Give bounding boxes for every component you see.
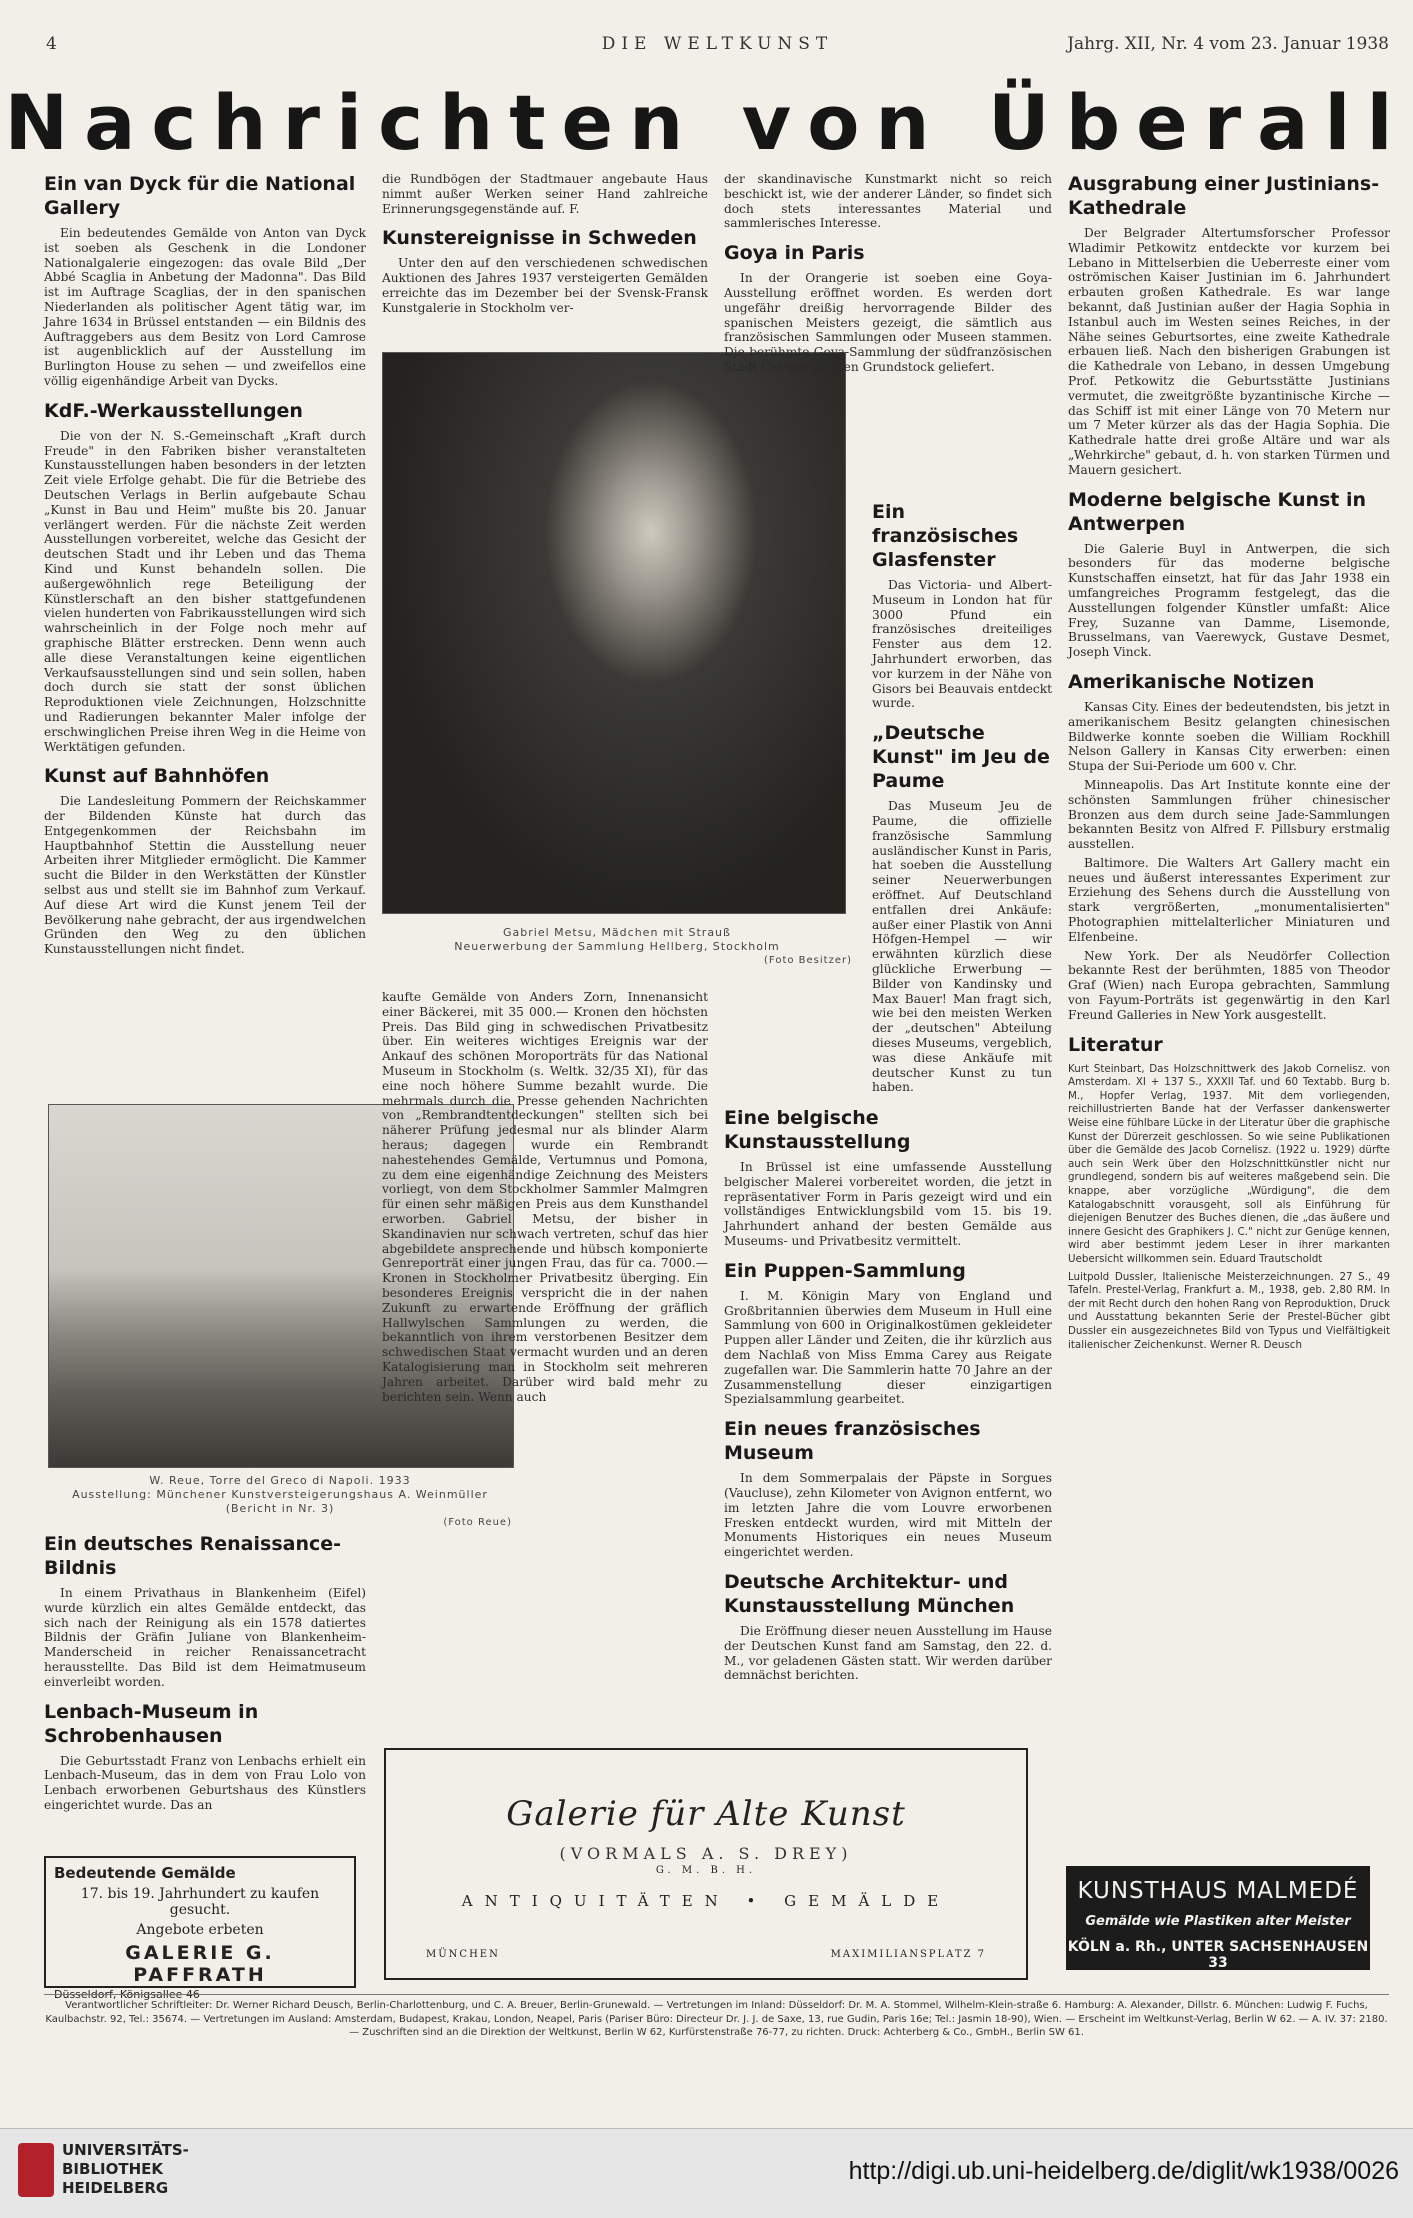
library-name: UNIVERSITÄTS- BIBLIOTHEK HEIDELBERG bbox=[62, 2141, 189, 2197]
digitization-footer bbox=[0, 2128, 1413, 2218]
ad-kunsthaus-malmede: KUNSTHAUS MALMEDÉ Gemälde wie Plastiken alter Meister KÖLN a. Rh., UNTER SACHSENHAUSEN 33 bbox=[1066, 1866, 1370, 1970]
article-heading: Amerikanische Notizen bbox=[1068, 670, 1315, 693]
article-text: Die Geburtsstadt Franz von Lenbachs erhielt ein Lenbach-Museum, das in dem von Frau Lolo von Lenbach erworbenen Geburtshaus des Künstlers eingerichtet wurde. Das an bbox=[44, 1753, 366, 1812]
article-text: Die von der N. S.-Gemeinschaft „Kraft durch Freude" in den Fabriken bisher veranstalteten Kunstausstellungen haben besonders in der letzten Zeit viele Erfolge gehabt. Die für die Betriebe des Deutschen Verlags in Berlin aufgebaute Schau „Kunst in Bau und Heim" mußte bis 20. Januar verlängert werden. Für die nächste Zeit werden Ausstellungen vorbereitet, welche das Gesicht der deutschen Stadt und ihr Leben und das Thema Kind und Kunst behandeln sollen. Die außergewöhnlich rege Beteiligung der Künstlerschaft an den bisher stattgefundenen vielen hunderten von Fabrikausstellungen wird sich wahrscheinlich in der Folge noch mehr auf graphische Blätter erstrecken. Denn wenn auch alle diese Veranstaltungen keine eigentlichen Verkaufsausstellungen sind und sein sollen, haben doch durch sie statt der sonst üblichen Reproduktionen viele Zeichnungen, Holzschnitte und Radierungen bekannter Maler infolge der erschwinglichen Preise ihren Weg in die Heime von Werktätigen gefunden. bbox=[44, 428, 366, 754]
article-text: Das Museum Jeu de Paume, die offizielle französische Sammlung ausländischer Kunst in Paris, hat soeben die Ausstellung seiner Neuerwerbungen eröffnet. Auf Deutschland entfallen drei Ankäufe: außer einer Plastik von Anni Höfgen-Hempel — wir erwähnten kürzlich diese glückliche Erwerbung — Bilder von Kandinsky und Max Bauer! Man fragt sich, wie bei den meisten Werken der „deutschen" Abteilung dieses Museums, vergeblich, was diese Ankäufe mit deutscher Kunst zu tun haben. bbox=[872, 799, 1052, 1095]
page-number: 4 bbox=[46, 34, 57, 54]
article-heading: KdF.-Werkausstellungen bbox=[44, 399, 303, 422]
article-text: Das Victoria- und Albert-Museum in London hat für 3000 Pfund ein französisches dreiteiliges Fenster aus dem 12. Jahrhundert erworben, das vor kurzem in der Nähe von Gisors bei Beauvais entdeckt wurde. bbox=[872, 578, 1052, 711]
article-heading: Moderne belgische Kunst in Antwerpen bbox=[1068, 488, 1367, 535]
article-heading: Ein van Dyck für die National Gallery bbox=[44, 173, 356, 219]
article-text: Der Belgrader Altertumsforscher Professor Wladimir Petkowitz entdeckte vor kurzem bei Lebano in Mittelserbien die Ueberreste einer vom oströmischen Kaiser Justinian im 6. Jahrhundert erbauten großen Kathedrale. Es war lange bekannt, daß Justinian außer der Hagia Sophia in Istanbul auch im Westen seines Reiches, in der Nähe seines Geburtsortes, eine zweite Kathedrale erbauen ließ. Nach den bisherigen Grabungen ist die Kathedrale von Lebano, in dessen Umgebung Prof. Petkowitz die Geburtsstätte Justinians vermutet, die zweitgrößte byzantinische Kirche — das Schiff ist mit einer Länge von 70 Metern nur um 7 Meter kürzer als das der Hagia Sophia. Die Kathedrale hatte drei große Altäre und war als „Wehrkirche" gebaut, d. h. von starken Türmen und Mauern gesichert. bbox=[1068, 226, 1390, 477]
article-text: Unter den auf den verschiedenen schwedischen Auktionen des Jahres 1937 versteigerten Gemälden erreichte das im Dezember bei der Svensk-Fransk Kunstgalerie in Stockholm ver- bbox=[382, 256, 708, 315]
source-url-link[interactable]: http://digi.ub.uni-heidelberg.de/diglit/wk1938/0026 bbox=[848, 2157, 1399, 2185]
figure-caption: Gabriel Metsu, Mädchen mit Strauß Neuerwerbung der Sammlung Hellberg, Stockholm (Foto Besitzer) bbox=[454, 926, 852, 966]
article-text: Minneapolis. Das Art Institute konnte eine der schönsten Sammlungen früher chinesischer Bronzen aus dem durch seine Jade-Sammlungen bekannten Besitz von Alfred F. Pillsbury erstmalig ausstellen. bbox=[1068, 777, 1390, 852]
university-logo-icon bbox=[18, 2143, 54, 2197]
column-1-lower bbox=[44, 1532, 366, 1817]
article-text: In der Orangerie ist soeben eine Goya-Ausstellung eröffnet worden. Es werden dort ungefähr dreißig hervorragende Bilder des spanischen Meisters gezeigt, die sämtlich aus französischen Sammlungen oder Museen stammen. Die berühmte Goya-Sammlung der südfranzösischen Stadt Castres hat den Grundstock geliefert. bbox=[724, 271, 1052, 374]
article-heading: Ein französisches Glasfenster bbox=[872, 501, 1019, 571]
column-2 bbox=[382, 172, 708, 320]
literature-review: Luitpold Dussler, Italienische Meisterzeichnungen. 27 S., 49 Tafeln. Prestel-Verlag, Frankfurt a. M., 1938, geb. 2,80 RM. In der mit Recht durch den hohen Rang von Reproduktion, Druck und Ausstattung bekannten Serie der Prestel-Bücher gibt Dussler ein ausgezeichnetes Bild von Typus und Vielfältigkeit italienischer Zeichenkunst. Werner R. Deusch bbox=[1068, 1270, 1390, 1351]
figure-caption: W. Reue, Torre del Greco di Napoli. 1933 Ausstellung: Münchener Kunstversteigerungshaus A. Weinmüller (Bericht in Nr. 3) (Foto Reue) bbox=[72, 1474, 512, 1528]
article-heading: „Deutsche Kunst" im Jeu de Paume bbox=[872, 722, 1050, 793]
running-title: DIE WELTKUNST bbox=[601, 34, 834, 54]
column-2-lower bbox=[382, 990, 708, 1408]
page-header bbox=[46, 34, 1389, 58]
article-text: Baltimore. Die Walters Art Gallery macht ein neues und äußerst interessantes Experiment zur Erziehung des Sehens durch die Ausstellung von stark vergrößerten, „monumentalisierten" Photographien mittelalterlicher Miniaturen und Elfenbeine. bbox=[1068, 855, 1390, 944]
article-heading: Ein neues französisches Museum bbox=[724, 1418, 981, 1465]
article-heading: Lenbach-Museum in Schrobenhausen bbox=[44, 1700, 259, 1747]
article-text: Die Landesleitung Pommern der Reichskammer der Bildenden Künste hat durch das Entgegenkommen der Reichsbahn im Hauptbahnhof Stettin die Ausstellung neuer Arbeiten ihrer Mitglieder ermöglicht. Die Kammer sucht die Bilder in den Werkstätten der Künstler selbst aus und stellt sie im Bahnhof zum Verkauf. Auf diese Art wird die Kunst jenem Teil der Bevölkerung nahe gebracht, der aus irgendwelchen Gründen den Weg zu den üblichen Kunstausstellungen nicht findet. bbox=[44, 794, 366, 957]
article-text: In dem Sommerpalais der Päpste in Sorgues (Vaucluse), zehn Kilometer von Avignon entfernt, wo im letzten Jahre die vom Louvre erworbenen Fresken entdeckt wurden, wird mit Mitteln der Monuments Historiques ein neues Museum eingerichtet werden. bbox=[724, 1471, 1052, 1560]
main-title: Nachrichten von Überall bbox=[4, 78, 1409, 167]
article-heading: Ausgrabung einer Justinians-Kathedrale bbox=[1068, 173, 1380, 219]
literature-review: Kurt Steinbart, Das Holzschnittwerk des Jakob Cornelisz. von Amsterdam. XI + 137 S., XXXII Taf. und 60 Textabb. Burg b. M., Hopfer Verlag, 1937. Mit dem vorliegenden, reichillustrierten Bande hat der Verfasser dankenswerter Weise eine fühlbare Lücke in der Literatur über die graphische Kunst der Dürerzeit geschlossen. So wie seine Publikationen über die Gemälde des Jacob Cornelisz. (1922 u. 1929) dürfte auch sein Werk über den Holzschnittkünstler nicht nur grundlegend, sondern bis auf weiteres maßgebend sein. Die knappe, aber vorzügliche „Würdigung", die dem Katalogabschnitt vorausgeht, soll als Einführung für diejenigen Benutzer des Buches dienen, die „das äußere und innere Gesicht des Graphikers J. C." nicht zur Genüge kennen, wird aber bestimmt jedem Leser in ihrer markanten Uebersicht willkommen sein. Eduard Trautscholdt bbox=[1068, 1062, 1390, 1265]
article-text: der skandinavische Kunstmarkt nicht so reich beschickt ist, wie der anderer Länder, so findet sich doch stets interessantes Material und sammlerisches Interesse. bbox=[724, 172, 1052, 231]
article-heading: Ein deutsches Renaissance-Bildnis bbox=[44, 1533, 342, 1579]
article-text: die Rundbögen der Stadtmauer angebaute Haus nimmt außer Werken seiner Hand zahlreiche Erinnerungsgegenstände auf. F. bbox=[382, 172, 708, 216]
painting-metsu-girl-with-bouquet bbox=[382, 352, 846, 914]
article-heading: Goya in Paris bbox=[724, 242, 865, 265]
article-heading: Ein Puppen-Sammlung bbox=[724, 1259, 966, 1282]
article-text: New York. Der als Neudörfer Collection bekannte Rest der berühmten, 1885 von Theodor Graf (Wien) nach Europa gebrachten, Sammlung von Fayum-Porträts ist gegenwärtig in den Karl Freund Galleries in New York ausgestellt. bbox=[1068, 948, 1390, 1022]
column-3-narrow bbox=[872, 490, 1052, 1099]
article-heading: Kunst auf Bahnhöfen bbox=[44, 765, 270, 788]
ad-galerie-paffrath: Bedeutende Gemälde 17. bis 19. Jahrhundert zu kaufen gesucht. Angebote erbeten GALERIE G. PAFFRATH Düsseldorf, Königsallee 46 bbox=[44, 1856, 356, 1988]
column-3-lower bbox=[724, 1106, 1052, 1687]
issue-date: Jahrg. XII, Nr. 4 vom 23. Januar 1938 bbox=[1067, 34, 1389, 54]
article-text: In einem Privathaus in Blankenheim (Eifel) wurde kürzlich ein altes Gemälde entdeckt, das sich nach der Reinigung als ein 1578 datiertes Bildnis der Gräfin Juliane von Blankenheim-Manderscheid in reicher Renaissancetracht herausstellte. Das Bild ist dem Heimatmuseum einverleibt worden. bbox=[44, 1586, 366, 1689]
ad-galerie-alte-kunst: Galerie für Alte Kunst (VORMALS A. S. DREY) G. M. B. H. ANTIQUITÄTEN • GEMÄLDE MÜNCHEN MAXIMILIANSPLATZ 7 bbox=[384, 1748, 1028, 1980]
column-4 bbox=[1068, 172, 1390, 1356]
article-text: Die Eröffnung dieser neuen Ausstellung im Hause der Deutschen Kunst fand am Samstag, den 22. d. M., vor geladenen Gästen statt. Wir werden darüber demnächst berichten. bbox=[724, 1623, 1052, 1683]
article-heading: Eine belgische Kunstausstellung bbox=[724, 1107, 911, 1153]
article-heading: Kunstereignisse in Schweden bbox=[382, 227, 697, 250]
article-text: Die Galerie Buyl in Antwerpen, die sich besonders für das moderne belgische Kunstschaffen einsetzt, hat für das Jahr 1938 ein umfangreiches Programm festgelegt, das die Ausstellungen folgender Künstler umfaßt: Alice Frey, Suzanne van Damme, Lisemonde, Brusselmans, van Vaerewyck, Gustave Desmet, Joseph Vinck. bbox=[1068, 541, 1390, 660]
column-3 bbox=[724, 172, 1052, 379]
column-1 bbox=[44, 172, 366, 961]
article-heading: Literatur bbox=[1068, 1033, 1163, 1056]
article-text: I. M. Königin Mary von England und Großbritannien überwies dem Museum in Hull eine Sammlung von 600 in Originalkostümen gekleideter Puppen aller Länder und Zeiten, die ihr kürzlich aus dem Nachlaß von Miss Emma Carey aus Reigate zugefallen war. Die Sammlerin hatte 70 Jahre an der Zusammenstellung dieser einzigartigen Spezialsammlung gearbeitet. bbox=[724, 1288, 1052, 1407]
article-text: kaufte Gemälde von Anders Zorn, Innenansicht einer Bäckerei, mit 35 000.— Kronen den höchsten Preis. Das Bild ging in schwedischen Privatbesitz über. Ein weiteres wichtiges Ereignis war der Ankauf des schönen Moroporträts für das National Museum in Stockholm (s. Weltk. 32/35 XI), für das eine noch höhere Summe bezahlt wurde. Die mehrmals durch die Presse gehenden Nachrichten von „Rembrandtentdeckungen" stellten sich bei näherer Prüfung jedesmal nur als blinder Alarm heraus; dagegen wurde ein Rembrandt nahestehendes Gemälde, Vertumnus und Pomona, zu dem eine eigenhändige Zeichnung des Meisters vorliegt, von dem Stockholmer Sammler Malmgren für einen sehr mäßigen Preis aus dem Kunsthandel erworben. Gabriel Metsu, der bisher in Skandinavien nur schwach vertreten, schuf das hier abgebildete ansprechende und hübsch komponierte Genreporträt einer jungen Frau, das für ca. 7000.— Kronen in Stockholmer Privatbesitz überging. Ein besonderes Ereignis verspricht die in der nahen Zukunft zu erwartende Eröffnung der gräflich Hallwylschen Sammlungen zu werden, die bekanntlich von ihrem verstorbenen Besitzer dem schwedischen Staat vermacht wurden und an deren Katalogisierung man in Stockholm seit mehreren Jahren arbeitet. Darüber wird bald mehr zu berichten sein. Wenn auch bbox=[382, 990, 708, 1404]
imprint: Verantwortlicher Schriftleiter: Dr. Werner Richard Deusch, Berlin-Charlottenburg, und C. A. Breuer, Berlin-Grunewald. — Vertretungen im Inland: Düsseldorf: Dr. M. A. Stommel, Wilhelm-Klein-straße 6. Hamburg: A. Alexander, Dillstr. 6. München: Ludwig F. Fuchs, Kaulbachstr. 92, Tel.: 35674. — Vertretungen im Ausland: Amsterdam, Budapest, Krakau, London, Neapel, Paris (Pariser Büro: Directeur Dr. J. J. de Saxe, 13, rue Gudin, Paris 16e; Tel.: Jasmin 18-90), Wien. — Erscheint im Weltkunst-Verlag, Berlin W 62. — A. IV. 37: 2180. — Zuschriften sind an die Direktion der Weltkunst, Berlin W 62, Kurfürstenstraße 76-77, zu richten. Druck: Achterberg & Co., GmbH., Berlin SW 61. bbox=[44, 1994, 1389, 2040]
article-text: Kansas City. Eines der bedeutendsten, bis jetzt in amerikanischem Besitz gelangten chinesischen Bildwerke konnte soeben die William Rockhill Nelson Gallery in Kansas City erwerben: einen Stupa der Sui-Periode um 600 v. Chr. bbox=[1068, 699, 1390, 774]
article-heading: Deutsche Architektur- und Kunstausstellung München bbox=[724, 1570, 1015, 1617]
article-text: Ein bedeutendes Gemälde von Anton van Dyck ist soeben als Geschenk in die Londoner Nationalgalerie eingezogen: das ovale Bild „Der Abbé Scaglia in Anbetung der Madonna". Das Bild ist im Auftrage Scaglias, der in den spanischen Niederlanden als politischer Agent tätig war, im Jahre 1634 in Brüssel entstanden — ein Bildnis des Auftraggebers aus dem Besitz von Lord Camrose ist augenblicklich auf der Ausstellung im Burlington House zu sehen — und zweifellos eine völlig eigenhändige Arbeit van Dycks. bbox=[44, 226, 366, 388]
article-text: In Brüssel ist eine umfassende Ausstellung belgischer Malerei vorbereitet worden, die jetzt in repräsentativer Form in Paris gezeigt wird und ein vollständiges Entwicklungsbild vom 15. bis 19. Jahrhundert anhand der besten Gemälde aus Museums- und Privatbesitz vermittelt. bbox=[724, 1160, 1052, 1248]
